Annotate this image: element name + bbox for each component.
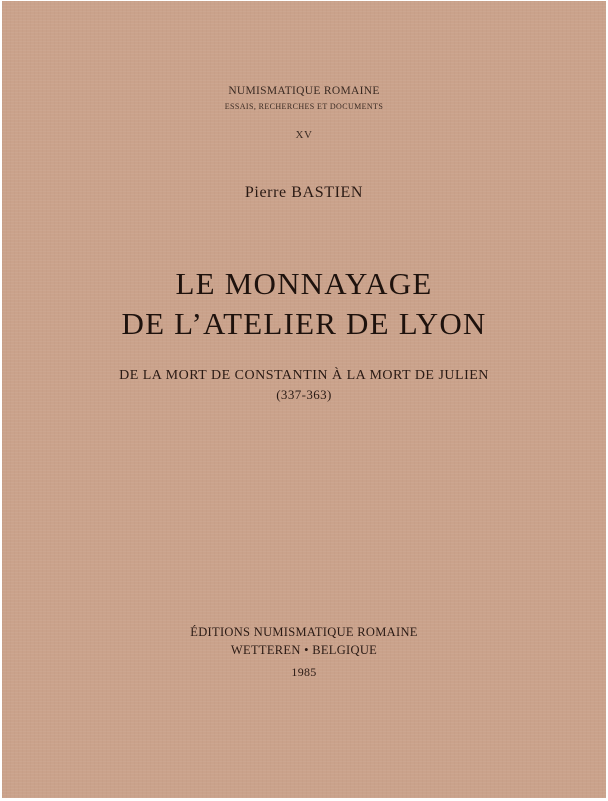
publisher-place: WETTEREN • BELGIQUE (230, 643, 378, 657)
book-title-line-1: LE MONNAYAGE (175, 266, 433, 301)
book-title-line-2: DE L’ATELIER DE LYON (121, 306, 487, 341)
publication-year: 1985 (291, 665, 317, 679)
book-cover (2, 1, 606, 798)
series-title: NUMISMATIQUE ROMAINE (228, 85, 380, 97)
series-subtitle: ESSAIS, RECHERCHES ET DOCUMENTS (224, 102, 384, 111)
series-number: XV (295, 129, 313, 141)
date-range: (337-363) (276, 387, 332, 402)
book-subtitle: DE LA MORT DE CONSTANTIN À LA MORT DE JULIEN (119, 368, 489, 383)
author-name: Pierre BASTIEN (244, 184, 364, 201)
publisher-name: ÉDITIONS NUMISMATIQUE ROMAINE (190, 625, 418, 639)
